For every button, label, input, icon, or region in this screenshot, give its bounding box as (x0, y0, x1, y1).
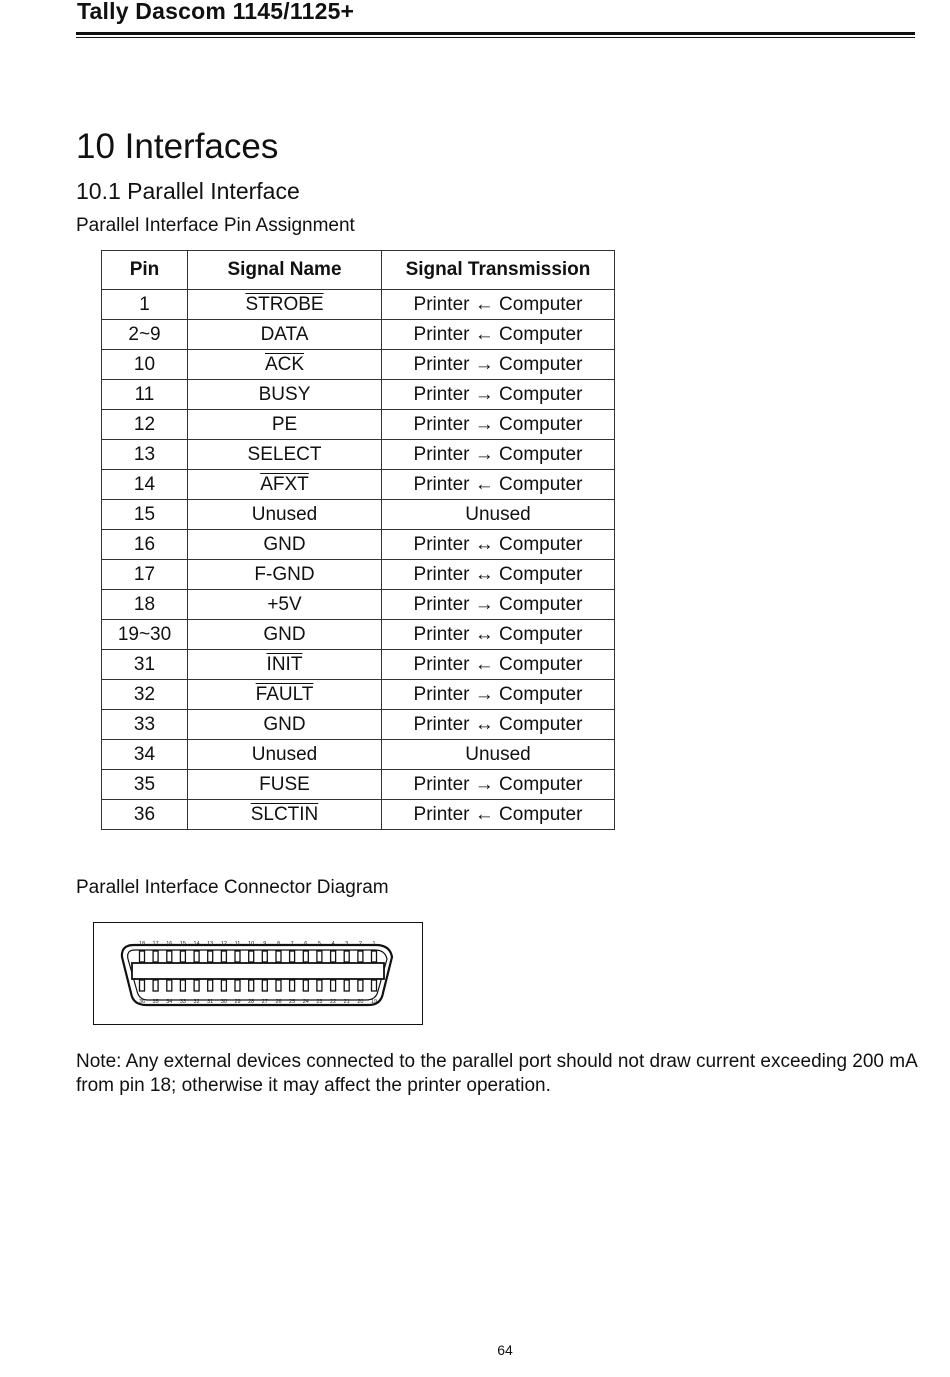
pin-cell (102, 530, 188, 560)
signal-name-cell (188, 710, 382, 740)
bottom-pin (276, 980, 281, 991)
bottom-pin (153, 980, 158, 991)
signal-transmission-cell-text: Printer ← Computer (413, 323, 583, 345)
table-row (102, 350, 615, 380)
signal-transmission-cell-text: Printer → Computer (413, 683, 583, 705)
pin-cell (102, 500, 188, 530)
top-pin (331, 951, 336, 962)
signal-transmission-cell (382, 530, 615, 560)
top-pin (317, 951, 322, 962)
top-pin-label: 15 (179, 941, 186, 947)
bottom-pin-label: 29 (234, 999, 241, 1005)
signal-transmission-cell (382, 560, 615, 590)
signal-name-cell (188, 740, 382, 770)
table-row (102, 380, 615, 410)
signal-transmission-cell (382, 470, 615, 500)
signal-name-cell (188, 680, 382, 710)
pin-cell-text: 11 (134, 383, 155, 405)
signal-transmission-cell-text: Printer ↔ Computer (413, 533, 583, 555)
signal-name-cell-text: SLCTIN (250, 803, 319, 825)
top-pin-label: 8 (276, 941, 281, 947)
signal-transmission-cell-text: Printer → Computer (413, 383, 583, 405)
signal-name-cell-text: SELECT (247, 443, 322, 465)
bottom-pin-label: 24 (302, 999, 309, 1005)
header-signal-name: Signal Name (188, 251, 382, 290)
bottom-pin (344, 980, 349, 991)
pin-cell-text: 16 (133, 533, 156, 555)
pin-cell-text: 34 (133, 743, 156, 765)
signal-transmission-cell (382, 380, 615, 410)
header-rule (76, 32, 915, 35)
section-title: 10.1 Parallel Interface (76, 178, 300, 204)
pin-cell-text: 10 (133, 353, 156, 375)
signal-name-cell-text: Unused (251, 743, 318, 765)
top-pin-label: 17 (152, 941, 159, 947)
signal-name-cell-text: FUSE (259, 773, 310, 795)
top-pin (303, 951, 308, 962)
pin-cell-text: 1 (139, 293, 150, 315)
signal-name-cell (188, 530, 382, 560)
signal-name-cell (188, 500, 382, 530)
signal-name-cell-text: AFXT (260, 473, 309, 495)
top-pin (167, 951, 172, 962)
note-text: Note: Any external devices connected to the parallel port should not draw current exceeding 200 mA from pin 18; otherwise it may affect the printer operation. (76, 1051, 917, 1096)
signal-transmission-cell (382, 590, 615, 620)
signal-transmission-cell (382, 410, 615, 440)
signal-name-cell-text: FAULT (255, 683, 314, 705)
top-pin (344, 951, 349, 962)
bottom-pin-label: 20 (357, 999, 364, 1005)
table-row (102, 560, 615, 590)
top-pin-label: 12 (220, 941, 227, 947)
signal-transmission-cell-text: Unused (465, 503, 531, 525)
signal-name-cell (188, 470, 382, 500)
bottom-pin-label: 32 (193, 999, 200, 1005)
top-pin (262, 951, 267, 962)
top-pin (221, 951, 226, 962)
pin-cell (102, 440, 188, 470)
signal-name-cell-text: STROBE (245, 293, 324, 315)
signal-transmission-cell-text: Printer ← Computer (413, 653, 583, 675)
top-pin-label: 9 (263, 941, 267, 947)
top-pin-label: 6 (304, 941, 308, 947)
bottom-pin (290, 980, 295, 991)
top-pin (208, 951, 213, 962)
bottom-pin (194, 980, 199, 991)
bottom-pin (358, 980, 363, 991)
table-caption: Parallel Interface Pin Assignment (76, 215, 355, 236)
signal-transmission-cell (382, 350, 615, 380)
pin-cell-text: 36 (133, 803, 156, 825)
top-pin-label: 3 (345, 941, 349, 947)
bottom-pin-label: 35 (152, 999, 159, 1005)
top-pin (290, 951, 295, 962)
signal-name-cell-text: Unused (251, 503, 318, 525)
bottom-pin-label: 19 (370, 999, 378, 1005)
signal-name-cell-text: $\overline{ACK}$ (264, 353, 305, 375)
top-pin (180, 951, 185, 962)
top-pin (249, 951, 254, 962)
bottom-pin (235, 980, 240, 991)
top-pin-label: 11 (234, 941, 241, 947)
pin-cell (102, 710, 188, 740)
signal-transmission-cell (382, 800, 615, 830)
bottom-pin (331, 980, 336, 991)
pin-cell-text: 32 (133, 683, 156, 705)
bottom-pin (249, 980, 254, 991)
top-pin-row (140, 951, 377, 962)
table-body (102, 290, 615, 830)
table-row (102, 320, 615, 350)
signal-transmission-cell (382, 650, 615, 680)
signal-transmission-cell-text: Printer → Computer (413, 443, 583, 465)
bottom-pin-label: 34 (166, 999, 173, 1005)
pin-cell-text: 14 (133, 473, 156, 495)
top-pin (140, 951, 145, 962)
pin-cell (102, 770, 188, 800)
pin-cell (102, 560, 188, 590)
signal-name-cell-text: INIT (266, 653, 303, 675)
top-pin-label: 13 (207, 941, 214, 947)
header-signal-transmission: Signal Transmission (382, 251, 615, 290)
table-row (102, 530, 615, 560)
top-pin-label: 7 (290, 941, 294, 947)
bottom-pin-label: 31 (207, 999, 214, 1005)
bottom-pin-label: 22 (330, 999, 337, 1005)
pin-cell-text: 18 (133, 593, 156, 615)
pin-cell-text: 15 (133, 503, 156, 525)
top-pin-label: 18 (138, 941, 146, 947)
signal-transmission-cell-text: Printer → Computer (413, 593, 583, 615)
bottom-pin-label: 25 (289, 999, 296, 1005)
pin-cell (102, 380, 188, 410)
header-rule-thin (76, 37, 915, 38)
signal-name-cell (188, 380, 382, 410)
bottom-pin-label: 21 (343, 999, 350, 1005)
pin-cell (102, 410, 188, 440)
signal-name-cell (188, 590, 382, 620)
signal-transmission-cell (382, 290, 615, 320)
bottom-pin (208, 980, 213, 991)
table-row (102, 710, 615, 740)
pin-assignment-table (101, 250, 615, 830)
signal-transmission-cell (382, 680, 615, 710)
pin-cell (102, 740, 188, 770)
table-row (102, 800, 615, 830)
bottom-pin (303, 980, 308, 991)
pin-cell (102, 650, 188, 680)
pin-cell (102, 680, 188, 710)
pin-cell-text: 33 (133, 713, 156, 735)
signal-name-cell (188, 440, 382, 470)
pin-cell (102, 470, 188, 500)
bottom-pin-label: 23 (316, 999, 323, 1005)
table-row (102, 500, 615, 530)
table-row (102, 290, 615, 320)
signal-transmission-cell (382, 500, 615, 530)
signal-transmission-cell-text: Unused (465, 743, 531, 765)
signal-transmission-cell (382, 710, 615, 740)
signal-transmission-cell-text: Printer → Computer (413, 413, 583, 435)
table-header-row (102, 251, 615, 290)
pin-cell-text: 31 (133, 653, 156, 675)
bottom-pin (372, 980, 377, 991)
pin-cell-text: 2~9 (128, 323, 161, 345)
signal-name-cell (188, 620, 382, 650)
signal-transmission-cell-text: Printer → Computer (413, 773, 583, 795)
bottom-pin (180, 980, 185, 991)
signal-name-cell (188, 290, 382, 320)
signal-transmission-cell (382, 740, 615, 770)
bottom-pin-label: 36 (138, 999, 146, 1005)
page-number: 64 (497, 1342, 513, 1358)
document-header-title: Tally Dascom 1145/1125+ (77, 0, 355, 24)
bottom-pin (167, 980, 172, 991)
signal-transmission-cell-text: Printer ← Computer (413, 803, 583, 825)
signal-transmission-cell-text: Printer ↔ Computer (413, 713, 583, 735)
table-row (102, 470, 615, 500)
signal-transmission-cell (382, 620, 615, 650)
signal-name-cell-text: GND (263, 713, 306, 735)
signal-name-cell-text: F-GND (254, 563, 315, 585)
signal-transmission-cell (382, 770, 615, 800)
bottom-pin-label: 28 (248, 999, 255, 1005)
chapter-title: 10 Interfaces (76, 127, 279, 166)
pin-cell-text: 12 (133, 413, 156, 435)
pin-cell (102, 620, 188, 650)
top-pin-label: 14 (193, 941, 200, 947)
signal-name-cell-text: GND (263, 623, 306, 645)
signal-name-cell-text: DATA (260, 323, 309, 345)
top-pin (372, 951, 377, 962)
diagram-caption: Parallel Interface Connector Diagram (76, 877, 389, 898)
signal-name-cell (188, 350, 382, 380)
top-pin-label: 10 (248, 941, 255, 947)
connector-insulator (132, 963, 384, 979)
connector-drawing (94, 923, 422, 1024)
signal-transmission-cell-text: Printer ↔ Computer (413, 623, 583, 645)
table-row (102, 770, 615, 800)
signal-name-cell (188, 770, 382, 800)
signal-name-cell-text: GND (263, 533, 306, 555)
signal-name-cell-text: PE (271, 413, 298, 435)
table-row (102, 440, 615, 470)
pin-cell-text: 17 (133, 563, 156, 585)
bottom-pin (317, 980, 322, 991)
top-pin-label: 4 (331, 941, 335, 947)
signal-name-cell (188, 800, 382, 830)
bottom-pin-row (140, 980, 377, 991)
top-pin-label: 5 (317, 941, 321, 947)
bottom-pin-label: 30 (220, 999, 227, 1005)
pin-cell (102, 320, 188, 350)
signal-transmission-cell (382, 320, 615, 350)
connector-diagram (93, 922, 423, 1025)
pin-cell (102, 290, 188, 320)
pin-cell-text: 13 (133, 443, 156, 465)
pin-cell (102, 800, 188, 830)
pin-cell (102, 350, 188, 380)
top-pin-label: 1 (372, 941, 376, 947)
table-row (102, 410, 615, 440)
bottom-pin-label: 27 (261, 999, 268, 1005)
signal-name-cell (188, 320, 382, 350)
pin-cell (102, 590, 188, 620)
signal-transmission-cell-text: Printer ← Computer (413, 473, 583, 495)
signal-name-cell (188, 560, 382, 590)
table-row (102, 620, 615, 650)
pin-cell-text: 19~30 (117, 623, 172, 645)
pin-cell-text: 35 (133, 773, 156, 795)
signal-name-cell-text: BUSY (258, 383, 311, 405)
signal-name-cell-text: +5V (267, 593, 302, 615)
signal-name-cell (188, 410, 382, 440)
top-pin (276, 951, 281, 962)
signal-name-cell (188, 650, 382, 680)
bottom-pin-label: 33 (179, 999, 186, 1005)
table-row (102, 650, 615, 680)
signal-transmission-cell-text: Printer ← Computer (413, 293, 583, 315)
bottom-pin-label: 26 (275, 999, 282, 1005)
top-pin-label: 2 (358, 941, 362, 947)
table-row (102, 740, 615, 770)
header-pin: Pin (102, 251, 188, 290)
top-pin (358, 951, 363, 962)
signal-transmission-cell (382, 440, 615, 470)
table-row (102, 590, 615, 620)
top-pin (194, 951, 199, 962)
bottom-pin (262, 980, 267, 991)
bottom-pin (221, 980, 226, 991)
top-pin (235, 951, 240, 962)
bottom-pin (140, 980, 145, 991)
table-row (102, 680, 615, 710)
top-pin (153, 951, 158, 962)
signal-transmission-cell-text: Printer ↔ Computer (413, 563, 583, 585)
signal-transmission-cell-text: Printer → Computer (413, 353, 583, 375)
top-pin-label: 16 (166, 941, 173, 947)
